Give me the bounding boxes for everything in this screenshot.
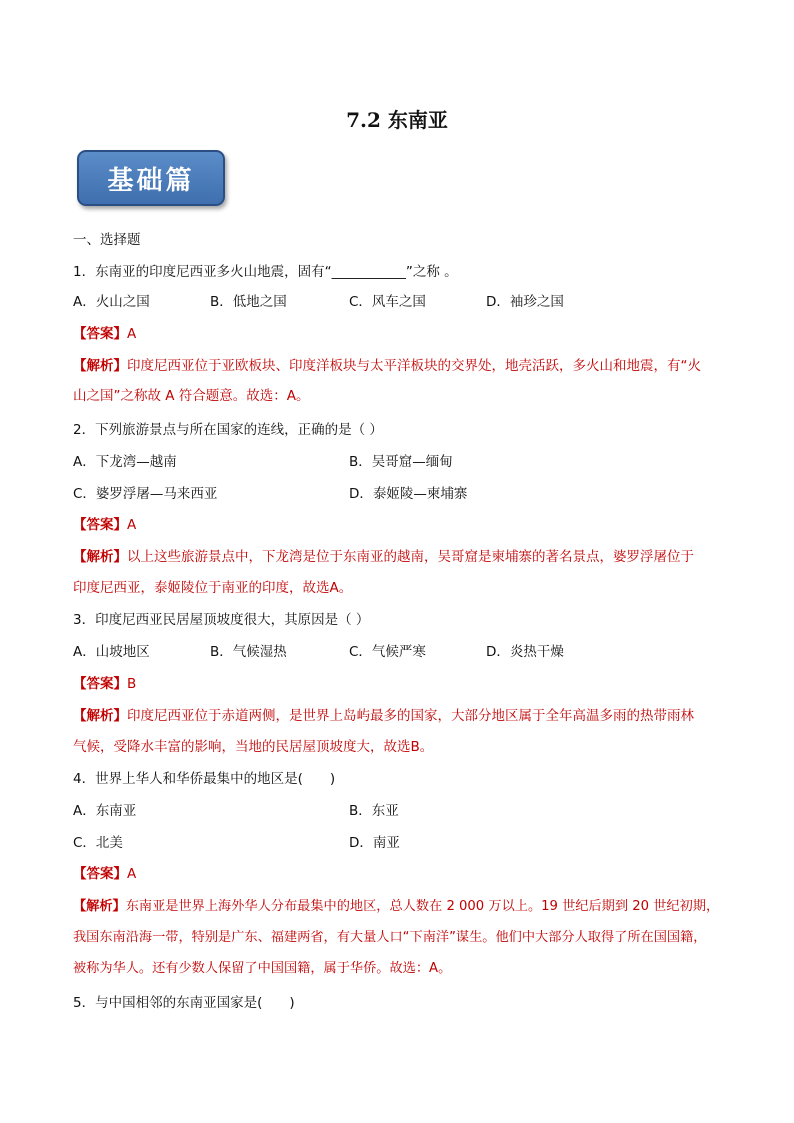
- page-title: 7.2 东南亚: [346, 108, 448, 132]
- q2-answer: [73, 517, 136, 533]
- q3-option-a: A．山坡地区: [73, 644, 150, 660]
- answer-value: B: [127, 676, 137, 692]
- answer-tag: 【答案】: [73, 326, 127, 342]
- q4-option-d: D．南亚: [349, 835, 400, 851]
- q3-option-b: B．气候湿热: [210, 644, 287, 660]
- q4-analysis-line-3: 被称为华人。还有少数人保留了中国国籍，属于华侨。故选：A。: [73, 961, 452, 976]
- answer-tag: 【答案】: [73, 866, 127, 882]
- q4-option-c: C．北美: [73, 835, 123, 851]
- q2-analysis-line-1: [73, 549, 694, 565]
- analysis-tag: 【解析】: [73, 358, 127, 374]
- badge-label: 基础篇: [107, 165, 195, 196]
- q3-answer: [73, 676, 136, 692]
- q2-option-a: A．下龙湾—越南: [73, 454, 177, 470]
- analysis-tag: 【解析】: [73, 899, 126, 914]
- q3-analysis-line-2: 气候，受降水丰富的影响，当地的民居屋顶坡度大，故选B。: [73, 739, 434, 755]
- q4-option-a: A．东南亚: [73, 803, 137, 819]
- answer-tag: 【答案】: [73, 517, 127, 533]
- q4-option-b: B．东亚: [349, 803, 399, 819]
- question-5-stem: 5．与中国相邻的东南亚国家是( ): [73, 995, 295, 1011]
- q3-analysis-line-1: [73, 708, 694, 724]
- question-3-stem: 3．印度尼西亚民居屋顶坡度很大，其原因是（ ）: [73, 612, 370, 628]
- q1-option-a: A．火山之国: [73, 294, 150, 310]
- analysis-text: 以上这些旅游景点中，下龙湾是位于东南亚的越南，吴哥窟是柬埔寨的著名景点，婆罗浮屠位于: [127, 549, 694, 565]
- analysis-text: 印度尼西亚位于亚欧板块、印度洋板块与太平洋板块的交界处，地壳活跃，多火山和地震，有“火: [127, 358, 701, 374]
- analysis-tag: 【解析】: [73, 549, 127, 565]
- answer-value: A: [127, 326, 137, 342]
- question-2-stem: 2．下列旅游景点与所在国家的连线，正确的是（ ）: [73, 422, 383, 438]
- q1-option-d: D．袖珍之国: [486, 294, 564, 310]
- q3-option-d: D．炎热干燥: [486, 644, 564, 660]
- q1-answer: [73, 326, 136, 342]
- analysis-text: 东南亚是世界上海外华人分布最集中的地区，总人数在 2 000 万以上。19 世纪后期到 20 世纪初期，: [125, 899, 720, 914]
- section-heading: 一、选择题: [73, 232, 141, 248]
- answer-value: A: [127, 517, 137, 533]
- q4-analysis-line-2: 我国东南沿海一带，特别是广东、福建两省，有大量人口“下南洋”谋生。他们中大部分人取得了所在国国籍，: [73, 930, 707, 945]
- q1-option-b: B．低地之国: [210, 294, 287, 310]
- analysis-tag: 【解析】: [73, 708, 127, 724]
- section-badge: [77, 150, 225, 206]
- q4-analysis-line-1: [73, 899, 719, 915]
- q4-answer: [73, 866, 136, 882]
- answer-value: A: [127, 866, 137, 882]
- question-4-stem: 4．世界上华人和华侨最集中的地区是( ): [73, 771, 336, 787]
- analysis-text: 印度尼西亚位于赤道两侧，是世界上岛屿最多的国家，大部分地区属于全年高温多雨的热带雨林: [127, 708, 694, 724]
- q1-analysis-line-1: [73, 358, 701, 374]
- q1-analysis-line-2: 山之国”之称故 A 符合题意。故选：A。: [73, 388, 310, 404]
- q2-option-d: D．泰姬陵—柬埔寨: [349, 486, 468, 502]
- q2-analysis-line-2: 印度尼西亚，泰姬陵位于南亚的印度，故选A。: [73, 580, 353, 596]
- q2-option-b: B．吴哥窟—缅甸: [349, 454, 453, 470]
- q1-option-c: C．风车之国: [349, 294, 426, 310]
- question-1-stem: 1．东南亚的印度尼西亚多火山地震，固有“___________”之称 。: [73, 264, 458, 280]
- q3-option-c: C．气候严寒: [349, 644, 426, 660]
- q2-option-c: C．婆罗浮屠—马来西亚: [73, 486, 218, 502]
- answer-tag: 【答案】: [73, 676, 127, 692]
